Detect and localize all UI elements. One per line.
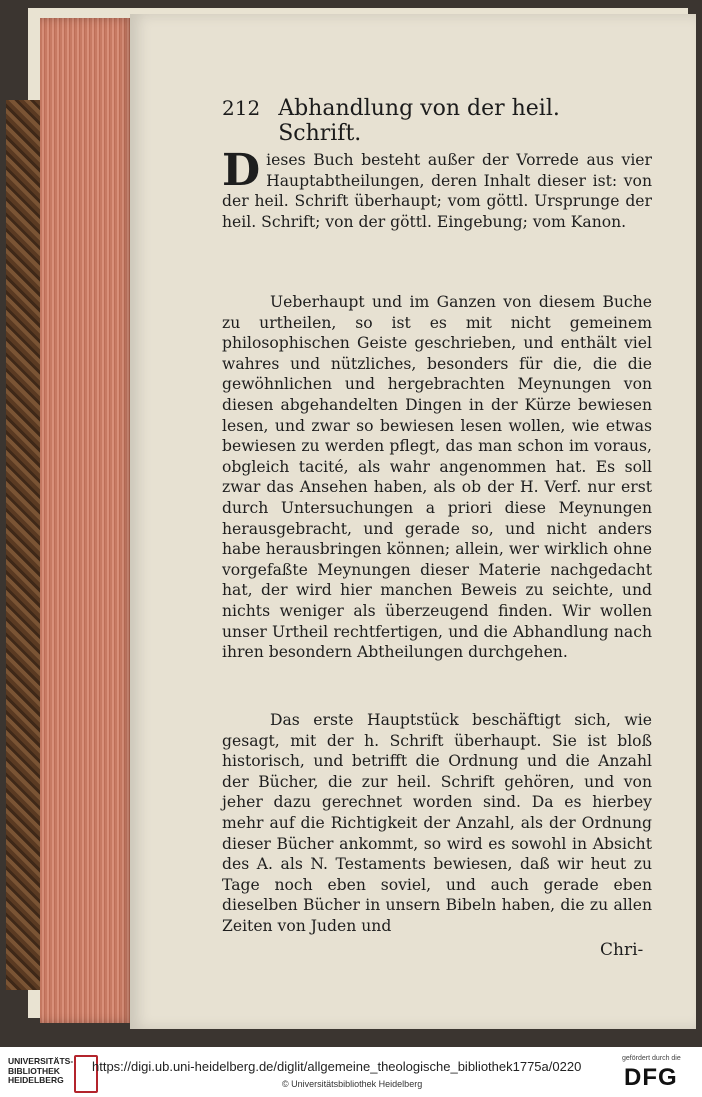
paragraph-1 xyxy=(222,145,652,232)
running-head: Abhandlung von der heil. Schrift. xyxy=(278,96,560,146)
page-number: 212 xyxy=(222,96,261,120)
copyright: © Universitätsbibliothek Heidelberg xyxy=(282,1079,423,1089)
dfg-logo[interactable]: DFG xyxy=(624,1064,678,1091)
funding-note: gefördert durch die xyxy=(622,1055,681,1062)
permalink[interactable]: https://digi.ub.uni-heidelberg.de/diglit/allgemeine_theologische_bibliothek1775a/0220 xyxy=(92,1059,582,1074)
catchword: Chri- xyxy=(600,940,644,960)
library-line-3: HEIDELBERG xyxy=(8,1075,64,1085)
dropcap: D xyxy=(222,145,261,196)
library-line-1: UNIVERSITÄTS- xyxy=(8,1056,74,1066)
library-line-2: BIBLIOTHEK xyxy=(8,1065,60,1076)
page-edges xyxy=(40,18,134,1023)
paragraph-2-text: Ueberhaupt und im Ganzen von diesem Buche zu urtheilen, so ist es mit nicht gemeinem philosophischen Geiste geschrieben, und enthält viel wahres und nützliches, besonders für die, die die gewöhnlichen und hergebrachten Meynungen von diesen abgehandelten Dingen in der Kürze bewiesen lesen, und zwar so bewiesen lesen wollen, wie etwas bewiesen zu werden pflegt, das man schon im voraus, obgleich tacité, als wahr angenommen hat. Es soll zwar das Ansehen haben, als ob der H. Verf. nur erst durch Untersuchungen a priori diese Meynungen herausgebracht, und gerade so, und nicht anders habe herausbringen können; allein, wer wirklich ohne vorgefaßte Meynungen dieser Materie nachgedacht hat, der wird hier manchen Beweis zu seichte, und nichts weniger als überzeugend finden. Wir wollen unser Urtheil rechtfertigen, und die Abhandlung nach ihren besondern Abtheilungen durchgehen. xyxy=(222,293,652,662)
paragraph-2 xyxy=(222,292,652,663)
paragraph-1-text: ieses Buch besteht außer der Vorrede aus vier Hauptabtheilungen, deren Inhalt dieser ist: von der heil. Schrift überhaupt; vom göttl. Ursprunge der heil. Schrift; von der göttl. Eingebung; vom Kanon. xyxy=(222,151,652,231)
library-logo[interactable] xyxy=(8,1057,73,1086)
paragraph-3 xyxy=(222,710,652,937)
paragraph-3-text: Das erste Hauptstück beschäftigt sich, wie gesagt, mit der h. Schrift überhaupt. Sie ist bloß historisch, und betrifft die Ordnung und die Anzahl der Bücher, die zur heil. Schrift gehören, und von jeher dazu gerechnet worden sind. Da es hierbey mehr auf die Richtigkeit der Anzahl, als der Ordnung dieser Bücher ankommt, so wird es sowohl in Absicht des A. als N. Testaments bewiesen, daß wir heut zu Tage noch eben soviel, und auch gerade eben dieselben Bücher in unsern Bibeln haben, die zu allen Zeiten von Juden und xyxy=(222,711,652,935)
viewer-footer xyxy=(0,1047,702,1097)
page-header xyxy=(222,96,612,146)
